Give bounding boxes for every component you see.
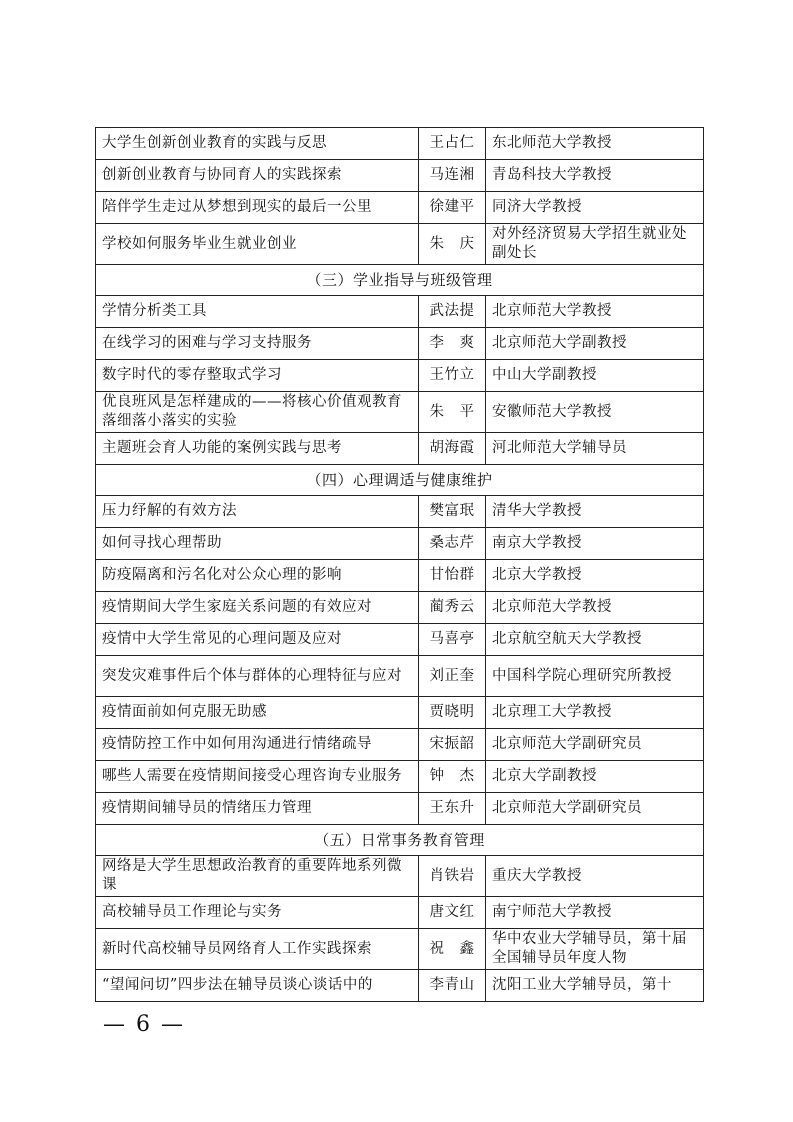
section-header xyxy=(96,265,704,296)
speaker-title-cell: 北京师范大学副研究员 xyxy=(486,729,704,761)
course-topic-cell: 疫情期间大学生家庭关系问题的有效应对 xyxy=(96,592,419,624)
course-topic-cell: “望闻问切”四步法在辅导员谈心谈话中的 xyxy=(96,970,419,1002)
speaker-title-cell: 中国科学院心理研究所教授 xyxy=(486,656,704,697)
course-table-body xyxy=(96,128,704,1002)
speaker-name-cell: 李青山 xyxy=(419,970,486,1002)
speaker-title-cell: 沈阳工业大学辅导员，第十 xyxy=(486,970,704,1002)
table-row xyxy=(96,392,704,433)
table-row xyxy=(96,433,704,465)
course-topic-cell: 大学生创新创业教育的实践与反思 xyxy=(96,128,419,160)
speaker-name-cell: 蔺秀云 xyxy=(419,592,486,624)
course-topic-cell: 突发灾难事件后个体与群体的心理特征与应对 xyxy=(96,656,419,697)
speaker-title-cell: 北京师范大学副研究员 xyxy=(486,793,704,825)
speaker-name-cell: 武法提 xyxy=(419,296,486,328)
course-table-container xyxy=(95,127,703,1002)
speaker-title-cell: 安徽师范大学教授 xyxy=(486,392,704,433)
course-topic-cell: 防疫隔离和污名化对公众心理的影响 xyxy=(96,560,419,592)
course-topic-cell: 新时代高校辅导员网络育人工作实践探索 xyxy=(96,929,419,970)
speaker-name-cell: 王东升 xyxy=(419,793,486,825)
speaker-title-cell: 北京师范大学副教授 xyxy=(486,328,704,360)
table-row xyxy=(96,496,704,528)
speaker-name-cell: 王竹立 xyxy=(419,360,486,392)
section-title: （五）日常事务教育管理 xyxy=(96,825,704,856)
speaker-name-cell: 祝 鑫 xyxy=(419,929,486,970)
speaker-name-cell: 唐文红 xyxy=(419,897,486,929)
section-header xyxy=(96,465,704,496)
speaker-title-cell: 南京大学教授 xyxy=(486,528,704,560)
course-topic-cell: 陪伴学生走过从梦想到现实的最后一公里 xyxy=(96,192,419,224)
course-topic-cell: 学校如何服务毕业生就业创业 xyxy=(96,224,419,265)
table-row xyxy=(96,360,704,392)
speaker-name-cell: 朱 平 xyxy=(419,392,486,433)
table-row xyxy=(96,528,704,560)
speaker-title-cell: 同济大学教授 xyxy=(486,192,704,224)
speaker-name-cell: 刘正奎 xyxy=(419,656,486,697)
speaker-name-cell: 甘怡群 xyxy=(419,560,486,592)
table-row xyxy=(96,761,704,793)
speaker-title-cell: 青岛科技大学教授 xyxy=(486,160,704,192)
speaker-name-cell: 胡海霞 xyxy=(419,433,486,465)
speaker-name-cell: 马喜亭 xyxy=(419,624,486,656)
table-row xyxy=(96,729,704,761)
course-topic-cell: 疫情防控工作中如何用沟通进行情绪疏导 xyxy=(96,729,419,761)
table-row xyxy=(96,856,704,897)
speaker-name-cell: 李 爽 xyxy=(419,328,486,360)
course-topic-cell: 学情分析类工具 xyxy=(96,296,419,328)
speaker-title-cell: 南宁师范大学教授 xyxy=(486,897,704,929)
speaker-title-cell: 对外经济贸易大学招生就业处副处长 xyxy=(486,224,704,265)
course-topic-cell: 疫情中大学生常见的心理问题及应对 xyxy=(96,624,419,656)
table-row xyxy=(96,560,704,592)
speaker-title-cell: 清华大学教授 xyxy=(486,496,704,528)
course-topic-cell: 哪些人需要在疫情期间接受心理咨询专业服务 xyxy=(96,761,419,793)
speaker-name-cell: 马连湘 xyxy=(419,160,486,192)
speaker-name-cell: 朱 庆 xyxy=(419,224,486,265)
course-topic-cell: 压力纾解的有效方法 xyxy=(96,496,419,528)
speaker-title-cell: 北京大学副教授 xyxy=(486,761,704,793)
section-title: （三）学业指导与班级管理 xyxy=(96,265,704,296)
table-row xyxy=(96,697,704,729)
table-row xyxy=(96,128,704,160)
speaker-title-cell: 华中农业大学辅导员，第十届全国辅导员年度人物 xyxy=(486,929,704,970)
speaker-title-cell: 重庆大学教授 xyxy=(486,856,704,897)
table-row xyxy=(96,970,704,1002)
table-row xyxy=(96,624,704,656)
table-row xyxy=(96,929,704,970)
speaker-name-cell: 樊富珉 xyxy=(419,496,486,528)
speaker-name-cell: 王占仁 xyxy=(419,128,486,160)
course-topic-cell: 在线学习的困难与学习支持服务 xyxy=(96,328,419,360)
course-topic-cell: 创新创业教育与协同育人的实践探索 xyxy=(96,160,419,192)
speaker-name-cell: 肖铁岩 xyxy=(419,856,486,897)
course-table xyxy=(95,127,704,1002)
speaker-title-cell: 东北师范大学教授 xyxy=(486,128,704,160)
course-topic-cell: 主题班会育人功能的案例实践与思考 xyxy=(96,433,419,465)
speaker-title-cell: 中山大学副教授 xyxy=(486,360,704,392)
speaker-title-cell: 河北师范大学辅导员 xyxy=(486,433,704,465)
speaker-name-cell: 贾晓明 xyxy=(419,697,486,729)
course-topic-cell: 优良班风是怎样建成的——将核心价值观教育落细落小落实的实验 xyxy=(96,392,419,433)
section-title: （四）心理调适与健康维护 xyxy=(96,465,704,496)
course-topic-cell: 数字时代的零存整取式学习 xyxy=(96,360,419,392)
speaker-title-cell: 北京师范大学教授 xyxy=(486,592,704,624)
course-topic-cell: 疫情期间辅导员的情绪压力管理 xyxy=(96,793,419,825)
table-row xyxy=(96,592,704,624)
speaker-name-cell: 徐建平 xyxy=(419,192,486,224)
course-topic-cell: 如何寻找心理帮助 xyxy=(96,528,419,560)
speaker-title-cell: 北京航空航天大学教授 xyxy=(486,624,704,656)
table-row xyxy=(96,897,704,929)
table-row xyxy=(96,328,704,360)
section-header xyxy=(96,825,704,856)
table-row xyxy=(96,656,704,697)
speaker-title-cell: 北京大学教授 xyxy=(486,560,704,592)
table-row xyxy=(96,224,704,265)
speaker-name-cell: 宋振韶 xyxy=(419,729,486,761)
speaker-title-cell: 北京理工大学教授 xyxy=(486,697,704,729)
course-topic-cell: 疫情面前如何克服无助感 xyxy=(96,697,419,729)
speaker-name-cell: 桑志芹 xyxy=(419,528,486,560)
course-topic-cell: 网络是大学生思想政治教育的重要阵地系列微课 xyxy=(96,856,419,897)
speaker-title-cell: 北京师范大学教授 xyxy=(486,296,704,328)
table-row xyxy=(96,793,704,825)
table-row xyxy=(96,160,704,192)
page-number: — 6 — xyxy=(103,1012,185,1037)
course-topic-cell: 高校辅导员工作理论与实务 xyxy=(96,897,419,929)
table-row xyxy=(96,192,704,224)
table-row xyxy=(96,296,704,328)
speaker-name-cell: 钟 杰 xyxy=(419,761,486,793)
